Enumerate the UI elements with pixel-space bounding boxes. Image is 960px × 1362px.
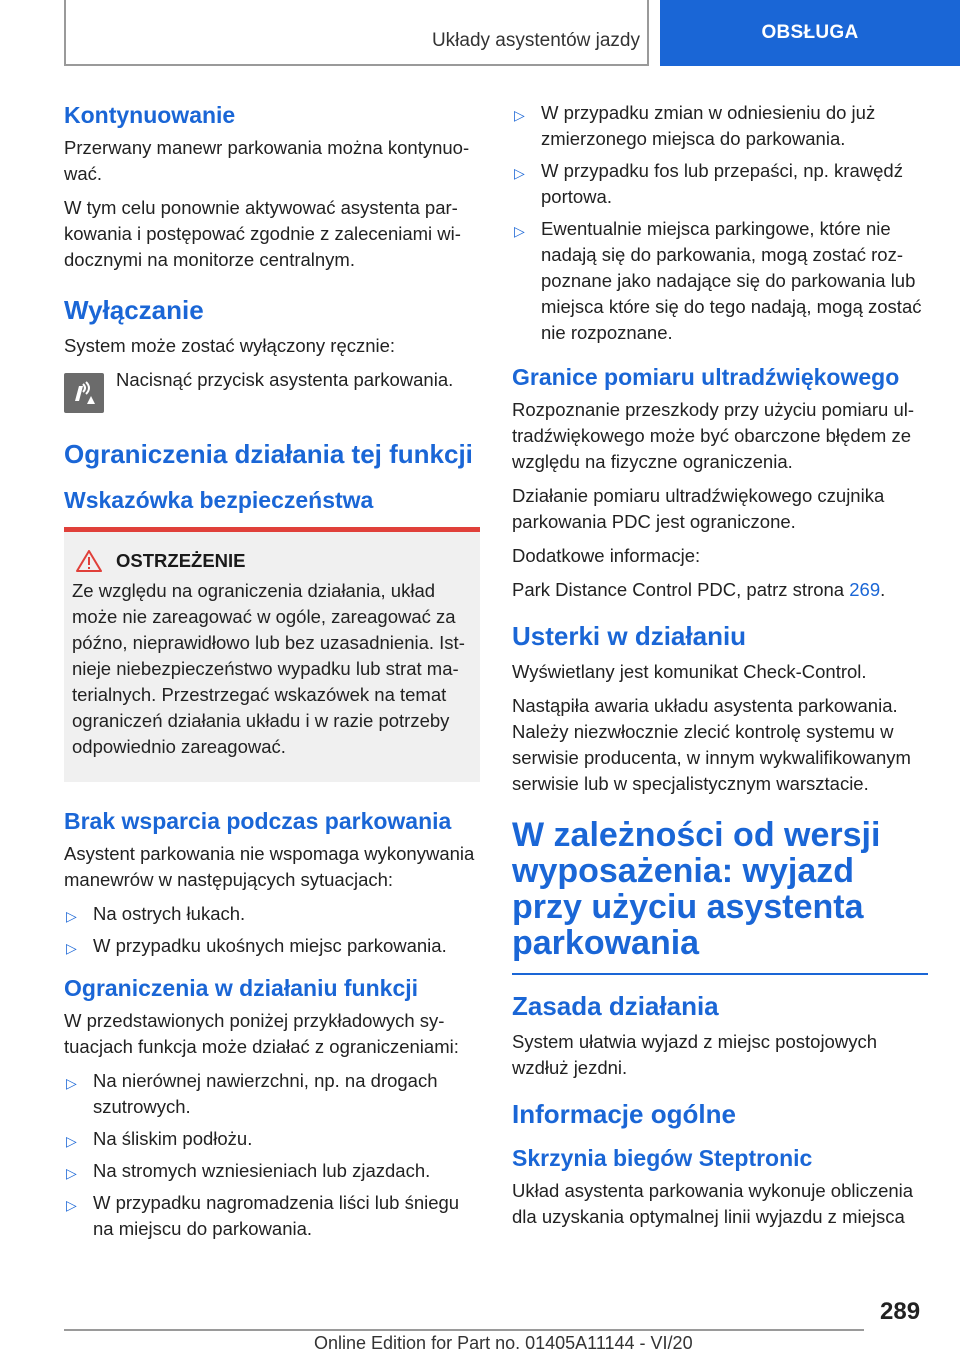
paragraph: Układ asystenta parkowania wykonuje obliczenia dla uzyskania optymalnej linii wyjazdu z miejsca — [512, 1180, 914, 1227]
header-divider-mid — [647, 0, 649, 66]
heading-informacje: Informacje ogólne — [512, 1099, 736, 1129]
warning-box — [64, 527, 480, 782]
bullet-triangle-icon: ▷ — [66, 1165, 77, 1181]
heading-wylaczanie: Wyłączanie — [64, 295, 204, 325]
list-item: ▷ Na śliskim podłożu. — [64, 1126, 480, 1152]
paragraph: System ułatwia wyjazd z miejsc postojowych wzdłuż jezdni. — [512, 1031, 877, 1078]
heading-kontynuowanie: Kontynuowanie — [64, 102, 236, 128]
list-item: ▷ W przypadku fos lub przepaści, np. krawędź portowa. — [514, 160, 903, 207]
heading-ograniczenia: Ograniczenia działania tej funkcji — [64, 439, 473, 469]
park-assist-instruction — [64, 367, 480, 413]
bullet-list — [512, 100, 928, 346]
page-number: 289 — [880, 1298, 921, 1325]
list-item: ▷ Ewentualnie miejsca parkingowe, które nie nadają się do parkowania, mogą zostać rozpoznane jako nadające się do parkowania lub miejsca które się do tego nadają, mogą zostać nie rozpoznane. — [514, 218, 922, 343]
list-item: ▷ W przypadku zmian w odniesieniu do już zmierzonego miejsca do parkowania. — [514, 102, 876, 149]
paragraph: System może zostać wyłączony ręcznie: — [64, 335, 396, 356]
list-item: ▷ W przypadku nagromadzenia liści lub śniegu na miejscu do parkowania. — [66, 1192, 460, 1239]
paragraph: Wyświetlany jest komunikat Check-Control. — [512, 661, 867, 682]
bullet-triangle-icon: ▷ — [66, 1133, 77, 1149]
park-assist-text: Nacisnąć przycisk asystenta parkowania. — [116, 369, 454, 390]
heading-usterki: Usterki w działaniu — [512, 621, 747, 651]
paragraph: W tym celu ponownie aktywować asystenta parkowania i postępować zgodnie z zaleceniami widocznymi na monitorze centralnym. — [64, 197, 461, 270]
paragraph-reference: Park Distance Control PDC, patrz strona 269. — [512, 579, 886, 600]
warning-title-row — [72, 550, 472, 572]
bullet-triangle-icon: ▷ — [66, 940, 77, 956]
warning-triangle-icon — [76, 550, 102, 572]
page-link-269[interactable]: 269 — [849, 579, 881, 600]
bullet-triangle-icon: ▷ — [514, 223, 525, 239]
section-rule — [512, 973, 928, 975]
list-item: ▷ W przypadku ukośnych miejsc parkowania. — [64, 933, 480, 959]
park-assist-icon — [64, 373, 104, 413]
heading-granice: Granice pomiaru ultradźwiękowego — [512, 364, 900, 390]
heading-skrzynia: Skrzynia biegów Steptronic — [512, 1145, 813, 1171]
header-section-title: Układy asystentów jazdy — [431, 30, 640, 51]
bullet-triangle-icon: ▷ — [514, 165, 525, 181]
heading-wskazowka: Wskazówka bezpieczeństwa — [64, 487, 374, 513]
bullet-list — [64, 901, 480, 959]
list-item: ▷ Na nierównej nawierzchni, np. na drogach szutrowych. — [66, 1070, 438, 1117]
list-item: ▷ Na ostrych łukach. — [64, 901, 480, 927]
warning-title: OSTRZEŻENIE — [116, 550, 246, 571]
paragraph: Rozpoznanie przeszkody przy użyciu pomiaru ultradźwiękowego może być obarczone błędem ze względu na fizyczne ograniczenia. — [512, 399, 915, 472]
paragraph: Asystent parkowania nie wspomaga wykonywania manewrów w następujących sytuacjach: — [64, 843, 475, 890]
heading-brak-wsparcia: Brak wsparcia podczas parkowania — [64, 808, 452, 834]
bullet-triangle-icon: ▷ — [66, 1075, 77, 1091]
paragraph: Przerwany manewr parkowania można kontynuować. — [64, 137, 470, 184]
paragraph: W przedstawionych poniżej przykładowych sytuacjach funkcja może działać z ograniczeniami: — [64, 1010, 459, 1057]
list-item: ▷ Na stromych wzniesieniach lub zjazdach. — [64, 1158, 480, 1184]
heading-wyjazd: W zależności od wersji wyposażenia: wyjazd przy użyciu asystenta parkowania — [512, 816, 881, 962]
heading-zasada: Zasada działania — [512, 991, 719, 1021]
header-underline — [64, 64, 649, 66]
warning-text: Ze względu na ograniczenia działania, układ może nie zareagować w ogóle, zareagować za późno, nieprawidłowo lub bez uzasadnienia. Istnieje niebezpieczeństwo wypadku lub strat materialnych. Przestrzegać wskazówek na temat ograniczeń działania układu i w razie potrzeby odpowiednio zareagować. — [72, 580, 465, 757]
header-tab-obsluga[interactable]: OBSŁUGA — [660, 0, 960, 66]
paragraph: Działanie pomiaru ultradźwiękowego czujnika parkowania PDC jest ograniczone. — [512, 485, 885, 532]
paragraph: Dodatkowe informacje: — [512, 545, 701, 566]
left-column — [64, 100, 480, 1248]
bullet-triangle-icon: ▷ — [66, 908, 77, 924]
paragraph: Nastąpiła awaria układu asystenta parkowania. Należy niezwłocznie zlecić kontrolę systemu w serwisie producenta, w innym wykwalifikowanym serwisie lub w specjalistycznym warsztacie. — [512, 695, 911, 794]
footer-edition: Online Edition for Part no. 01405A11144 - VI/20 — [314, 1333, 693, 1353]
header-divider-left — [64, 0, 66, 66]
bullet-triangle-icon: ▷ — [66, 1197, 77, 1213]
bullet-list — [64, 1068, 480, 1242]
heading-ograniczenia-funkcji: Ograniczenia w działaniu funkcji — [64, 975, 419, 1001]
footer-rule — [64, 1329, 864, 1331]
bullet-triangle-icon: ▷ — [514, 107, 525, 123]
right-column — [512, 100, 928, 1238]
